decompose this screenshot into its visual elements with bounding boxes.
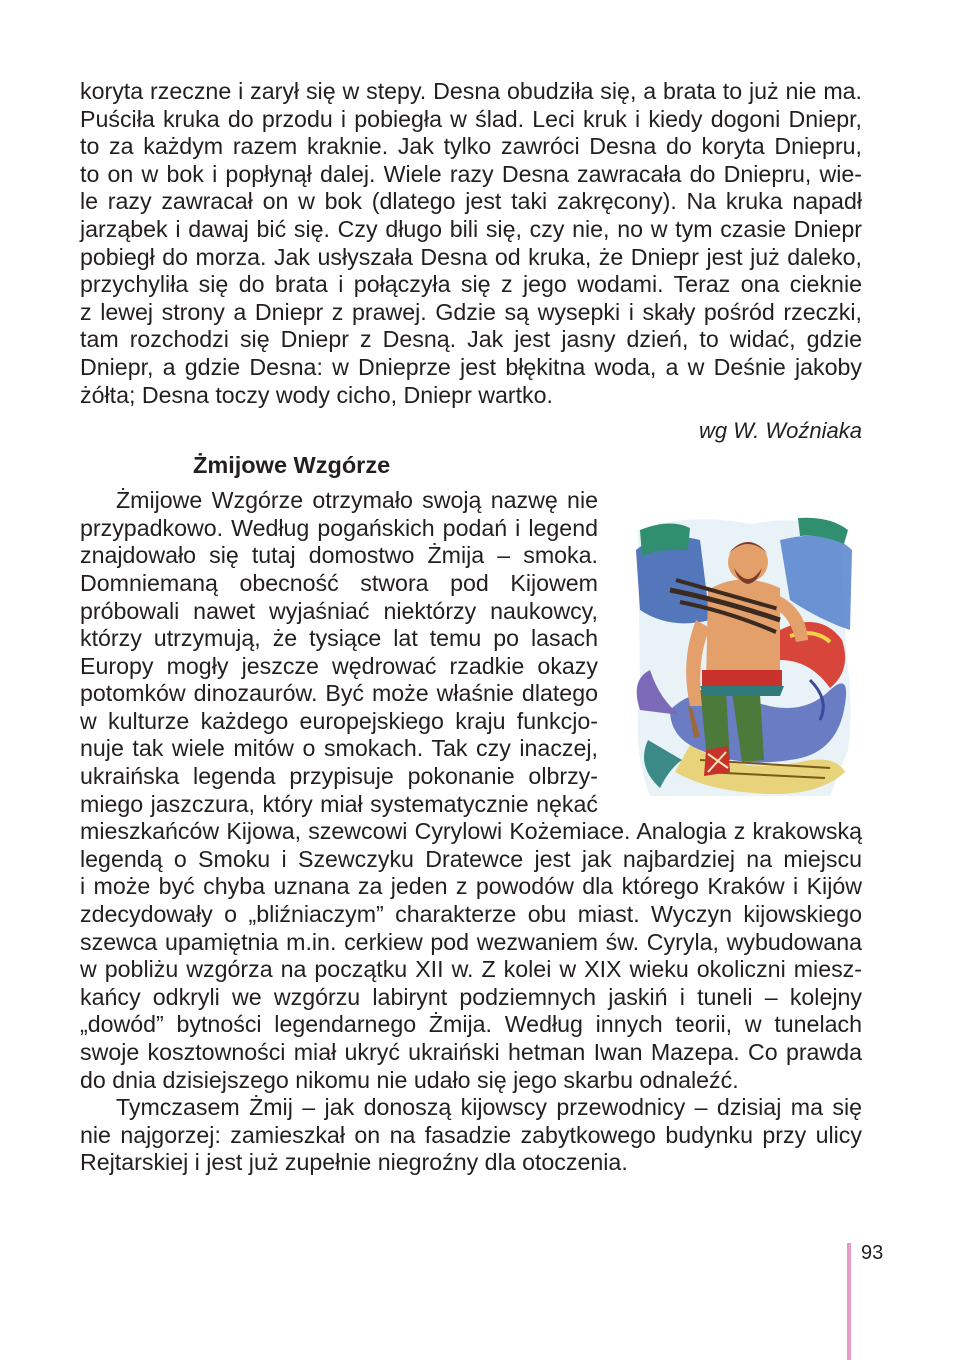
text-line: „dowód” bytności legendarnego Żmija. Według innych teorii, w tunelach [80, 1011, 862, 1038]
text-line: którzy utrzymują, że tysiące lat temu po lasach [80, 625, 598, 652]
text-line: swoje kosztowności miał ukryć ukraiński hetman Iwan Mazepa. Co prawda [80, 1039, 862, 1065]
text-line: kańcy odkryli we wzgórzu labirynt podziemnych jaskiń i tuneli – kolejny [80, 983, 862, 1010]
text-line: Europy mogły jeszcze wędrować rzadkie okazy [80, 652, 598, 679]
text-line: to on w bok i popłynął dalej. Wiele razy Desna zawracała do Dniepru, wie- [80, 160, 862, 187]
text-line: Rejtarskiej i jest już zupełnie niegroźny dla otoczenia. [80, 1149, 628, 1176]
text-line: przychyliła się do brata i połączyła się z jego wodami. Teraz ona cieknie [80, 271, 862, 298]
paragraph-zmij-today [80, 1094, 862, 1177]
text-line: potomków dinozaurów. Być może właśnie dlatego [80, 680, 598, 707]
text-line: Domniemaną obecność stwora pod Kijowem [80, 569, 598, 596]
text-line: Puściła kruka do przodu i pobiegła w ślad. Leci kruk i kiedy dogoni Dniepr, [80, 105, 862, 132]
illustration-svg [630, 510, 862, 800]
paragraph-desna-legend [80, 78, 862, 409]
paragraph-zmij-hill-continued [80, 818, 862, 1094]
hero-fighting-dragon-illustration [630, 510, 862, 800]
page-number: 93 [861, 1242, 884, 1264]
page-content [80, 78, 862, 1177]
text-line: koryta rzeczne i zarył się w stepy. Desna obudziła się, a brata to już nie ma. [80, 78, 862, 104]
text-line: próbowali nawet wyjaśniać niektórzy naukowcy, [80, 597, 598, 624]
section-heading: Żmijowe Wzgórze [193, 452, 391, 479]
text-line: w kulturze każdego europejskiego kraju funkcjo- [80, 707, 598, 734]
text-line: legendą o Smoku i Szewczyku Dratewce jest jak najbardziej na miejscu [80, 845, 862, 872]
text-line: miego jaszczura, który miał systematycznie nękać [80, 790, 598, 817]
text-line: żółta; Desna toczy wody cicho, Dniepr wartko. [80, 381, 553, 408]
page-accent-bar [847, 1243, 851, 1360]
attribution: wg W. Woźniaka [698, 418, 862, 444]
text-line: pobiegł do morza. Jak usłyszała Desna od kruka, że Dniepr jest już daleko, [80, 243, 862, 270]
text-line: tam rozchodzi się Dniepr z Desną. Jak jest jasny dzień, to widać, gdzie [80, 326, 862, 353]
text-line: szewca upamiętnia m.in. cerkiew pod wezwaniem św. Cyryla, wybudowana [80, 928, 862, 955]
text-line: ukraińska legenda przypisuje pokonanie olbrzy- [80, 763, 598, 790]
text-line: Żmijowe Wzgórze otrzymało swoją nazwę nie [116, 487, 598, 514]
text-line: znajdowało się tutaj domostwo Żmija – smoka. [80, 542, 598, 569]
text-line: to za każdym razem kraknie. Jak tylko zawróci Desna do koryta Dniepru, [80, 133, 862, 160]
text-line: nuje tak wiele mitów o smokach. Tak czy inaczej, [80, 735, 598, 762]
text-line: z lewej strony a Dniepr z prawej. Gdzie są wysepki i skały pośród rzeczki, [80, 298, 862, 325]
text-line: jarząbek i dawaj bić się. Czy długo bili się, czy nie, no w tym czasie Dniepr [80, 215, 862, 242]
text-line: przypadkowo. Według pogańskich podań i legend [80, 514, 598, 541]
text-line: Tymczasem Żmij – jak donoszą kijowscy przewodnicy – dzisiaj ma się [116, 1094, 862, 1121]
text-line: Dniepr, a gdzie Desna: w Dnieprze jest błękitna woda, a w Deśnie jakoby [80, 353, 862, 380]
text-line: nie najgorzej: zamieszkał on na fasadzie zabytkowego budynku przy ulicy [80, 1121, 862, 1148]
text-line: w pobliżu wzgórza na początku XII w. Z kolei w XIX wieku okoliczni miesz- [80, 956, 862, 983]
text-line: do dnia dzisiejszego nikomu nie udało się jego skarbu odnaleźć. [80, 1066, 739, 1093]
text-line: zdecydowały o „bliźniaczym” charakterze obu miast. Wyczyn kijowskiego [80, 901, 862, 928]
text-line: i może być chyba uznana za jeden z powodów dla którego Kraków i Kijów [80, 873, 862, 900]
text-line: le razy zawracał on w bok (dlatego jest taki zakręcony). Na kruka napadł [80, 188, 862, 215]
text-line: mieszkańców Kijowa, szewcowi Cyrylowi Kożemiace. Analogia z krakowską [80, 818, 862, 845]
